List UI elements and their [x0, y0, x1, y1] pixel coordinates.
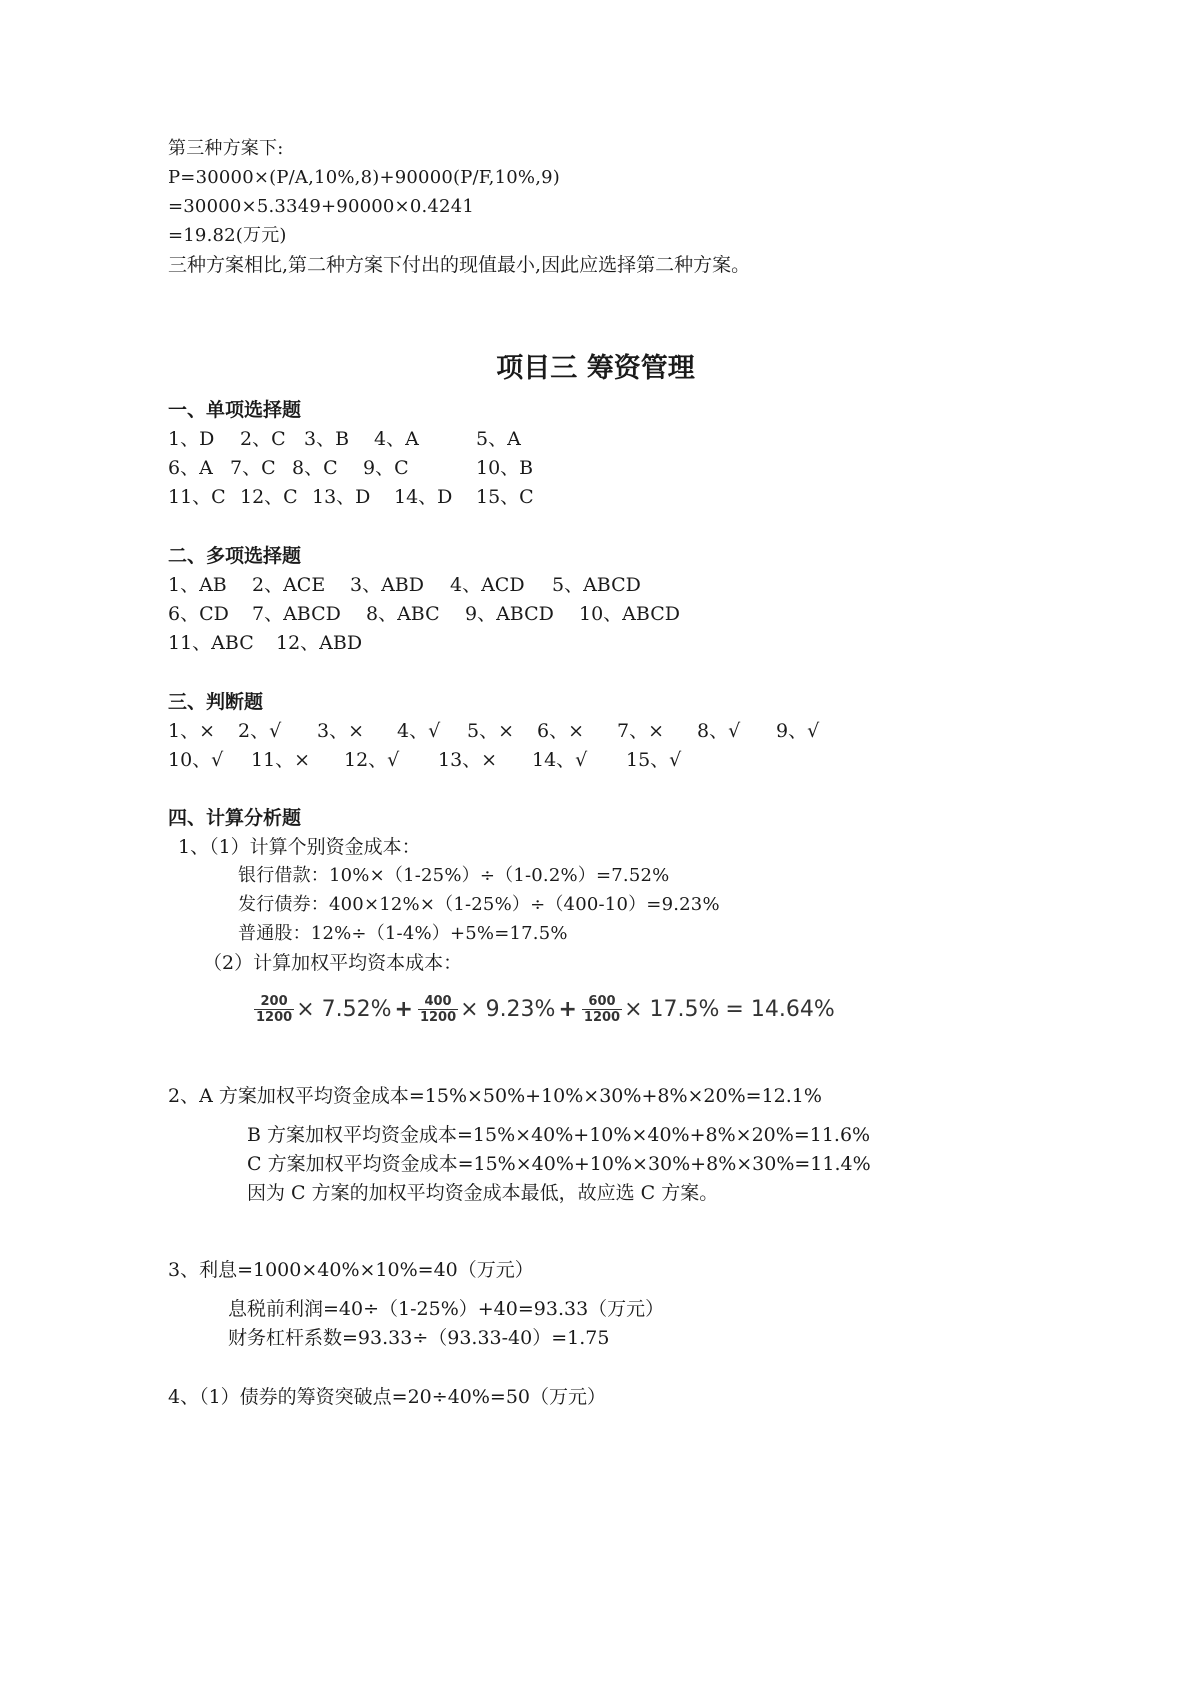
formula-result: = 14.64%	[725, 996, 835, 1022]
answer-item: 9、√	[776, 720, 820, 742]
answer-item: 7、ABCD	[252, 603, 341, 625]
answer-item: 6、CD	[168, 603, 229, 625]
fraction-numerator: 400	[424, 993, 452, 1009]
answer-item: 2、C	[240, 428, 286, 450]
answer-item: 8、ABC	[366, 603, 440, 625]
q3-line-3: 财务杠杆系数=93.33÷（93.33-40）=1.75	[228, 1327, 610, 1349]
answer-item: 12、C	[240, 486, 298, 508]
fraction-term-3	[582, 994, 622, 1025]
section-heading-true-false: 三、判断题	[168, 691, 264, 713]
answer-item: 1、D	[168, 428, 215, 450]
answer-item: 5、×	[467, 720, 515, 742]
plus-sign: +	[394, 996, 413, 1022]
q2-line-1: 2、A 方案加权平均资金成本=15%×50%+10%×30%+8%×20%=12.1%	[168, 1085, 822, 1107]
answer-item: 11、ABC	[168, 632, 254, 654]
answer-item: 10、√	[168, 749, 224, 771]
answer-item: 13、×	[438, 749, 498, 771]
q3-line-2: 息税前利润=40÷（1-25%）+40=93.33（万元）	[228, 1298, 665, 1320]
answer-item: 12、√	[344, 749, 400, 771]
answer-item: 3、B	[304, 428, 350, 450]
answer-item: 14、D	[394, 486, 453, 508]
q4-line-1: 4、（1）债券的筹资突破点=20÷40%=50（万元）	[168, 1386, 607, 1408]
page-title: 项目三 筹资管理	[496, 353, 695, 384]
rate-term-3: × 17.5%	[624, 996, 720, 1022]
section-heading-calculation: 四、计算分析题	[168, 807, 302, 829]
answer-item: 10、B	[476, 457, 534, 479]
answer-item: 10、ABCD	[579, 603, 680, 625]
q1-line-4: 普通股：12%÷（1-4%）+5%=17.5%	[238, 923, 568, 944]
section-heading-multiple-choice: 二、多项选择题	[168, 545, 302, 567]
answer-item: 14、√	[532, 749, 588, 771]
plus-sign: +	[558, 996, 577, 1022]
answer-item: 13、D	[312, 486, 371, 508]
answer-item: 7、×	[617, 720, 665, 742]
q1-line-5: （2）计算加权平均资本成本：	[203, 952, 463, 974]
fraction-denominator: 1200	[419, 1009, 457, 1025]
answer-item: 8、C	[292, 457, 338, 479]
answer-item: 4、A	[374, 428, 419, 450]
intro-line-4: =19.82(万元)	[168, 225, 287, 246]
answer-item: 6、A	[168, 457, 213, 479]
answer-item: 3、×	[317, 720, 365, 742]
answer-item: 8、√	[697, 720, 741, 742]
q1-line-3: 发行债券：400×12%×（1-25%）÷（400-10）=9.23%	[238, 894, 720, 915]
answer-item: 5、ABCD	[552, 574, 641, 596]
answer-item: 1、×	[168, 720, 216, 742]
answer-item: 4、√	[397, 720, 441, 742]
q2-line-3: C 方案加权平均资金成本=15%×40%+10%×30%+8%×30%=11.4%	[247, 1153, 871, 1175]
answer-item: 6、×	[537, 720, 585, 742]
answer-item: 11、×	[251, 749, 311, 771]
rate-term-2: × 9.23%	[460, 996, 556, 1022]
fraction-numerator: 200	[260, 993, 288, 1009]
fraction-term-1	[254, 994, 294, 1025]
answer-item: 3、ABD	[350, 574, 425, 596]
q1-line-2: 银行借款：10%×（1-25%）÷（1-0.2%）=7.52%	[238, 865, 670, 886]
rate-term-1: × 7.52%	[296, 996, 392, 1022]
answer-item: 15、√	[626, 749, 682, 771]
fraction-denominator: 1200	[583, 1009, 621, 1025]
answer-item: 15、C	[476, 486, 534, 508]
answer-item: 9、C	[363, 457, 409, 479]
q2-line-4: 因为 C 方案的加权平均资金成本最低，故应选 C 方案。	[247, 1182, 719, 1204]
intro-line-5: 三种方案相比,第二种方案下付出的现值最小,因此应选择第二种方案。	[168, 254, 751, 276]
answer-item: 9、ABCD	[465, 603, 554, 625]
answer-item: 1、AB	[168, 574, 227, 596]
q1-line-1: 1、（1）计算个别资金成本：	[178, 836, 421, 858]
intro-line-3: =30000×5.3349+90000×0.4241	[168, 196, 475, 217]
answer-item: 2、√	[238, 720, 282, 742]
fraction-term-2	[418, 994, 458, 1025]
answer-item: 12、ABD	[276, 632, 363, 654]
intro-line-2: P=30000×(P/A,10%,8)+90000(P/F,10%,9)	[168, 167, 561, 188]
q3-line-1: 3、利息=1000×40%×10%=40（万元）	[168, 1259, 534, 1281]
weighted-cost-formula	[252, 984, 835, 1034]
answer-item: 5、A	[476, 428, 521, 450]
answer-item: 4、ACD	[450, 574, 525, 596]
fraction-numerator: 600	[588, 993, 616, 1009]
fraction-denominator: 1200	[256, 1009, 293, 1025]
answer-item: 2、ACE	[252, 574, 326, 596]
answer-item: 11、C	[168, 486, 226, 508]
q2-line-2: B 方案加权平均资金成本=15%×40%+10%×40%+8%×20%=11.6%	[247, 1124, 871, 1146]
answer-item: 7、C	[230, 457, 276, 479]
section-heading-single-choice: 一、单项选择题	[168, 399, 302, 421]
intro-line-1: 第三种方案下:	[168, 138, 284, 159]
